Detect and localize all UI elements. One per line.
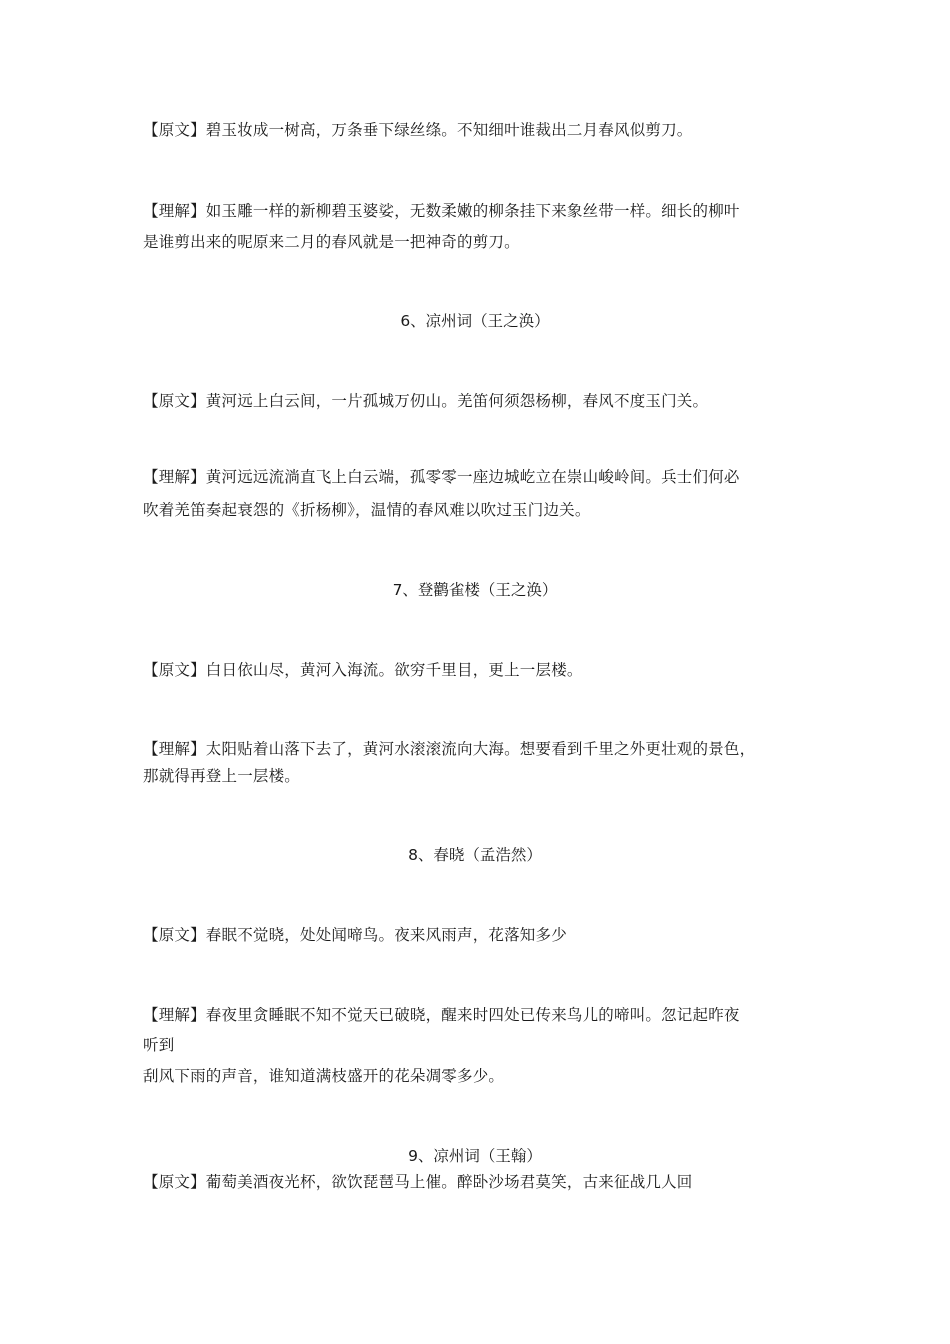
poem-understanding-text: 【理解】黄河远远流淌直飞上白云端，孤零零一座边城屹立在崇山峻岭间。兵士们何必 [143,468,740,486]
poem-heading: 6、凉州词（王之涣） [400,312,550,330]
poem-original-text: 【原文】碧玉妆成一树高，万条垂下绿丝绦。不知细叶谁裁出二月春风似剪刀。 [143,121,693,139]
poem-understanding-text: 听到 [143,1036,175,1054]
poem-understanding-text: 【理解】春夜里贪睡眠不知不觉天已破晓，醒来时四处已传来鸟儿的啼叫。忽记起昨夜 [143,1006,740,1024]
poem-heading: 9、凉州词（王翰） [408,1147,542,1165]
poem-understanding-text: 吹着羌笛奏起衰怨的《折杨柳》，温情的春风难以吹过玉门边关。 [143,501,591,519]
poem-understanding-text: 【理解】如玉雕一样的新柳碧玉婆娑，无数柔嫩的柳条挂下来象丝带一样。细长的柳叶 [143,202,740,220]
poem-original-text: 【原文】葡萄美酒夜光杯，欲饮琵琶马上催。醉卧沙场君莫笑，古来征战几人回 [143,1173,693,1191]
poem-original-text: 【原文】黄河远上白云间，一片孤城万仞山。羌笛何须怨杨柳，春风不度玉门关。 [143,392,709,410]
poem-original-text: 【原文】白日依山尽，黄河入海流。欲穷千里目，更上一层楼。 [143,661,583,679]
poem-understanding-text: 刮风下雨的声音，谁知道满枝盛开的花朵凋零多少。 [143,1067,505,1085]
poem-heading: 8、春晓（孟浩然） [408,846,542,864]
poem-understanding-text: 【理解】太阳贴着山落下去了，黄河水滚滚流向大海。想要看到千里之外更壮观的景色， [143,740,756,758]
poem-original-text: 【原文】春眠不觉晓，处处闻啼鸟。夜来风雨声，花落知多少 [143,926,567,944]
poem-understanding-text: 是谁剪出来的呢原来二月的春风就是一把神奇的剪刀。 [143,233,520,251]
poem-heading: 7、登鹳雀楼（王之涣） [392,581,558,599]
poem-understanding-text: 那就得再登上一层楼。 [143,767,301,785]
